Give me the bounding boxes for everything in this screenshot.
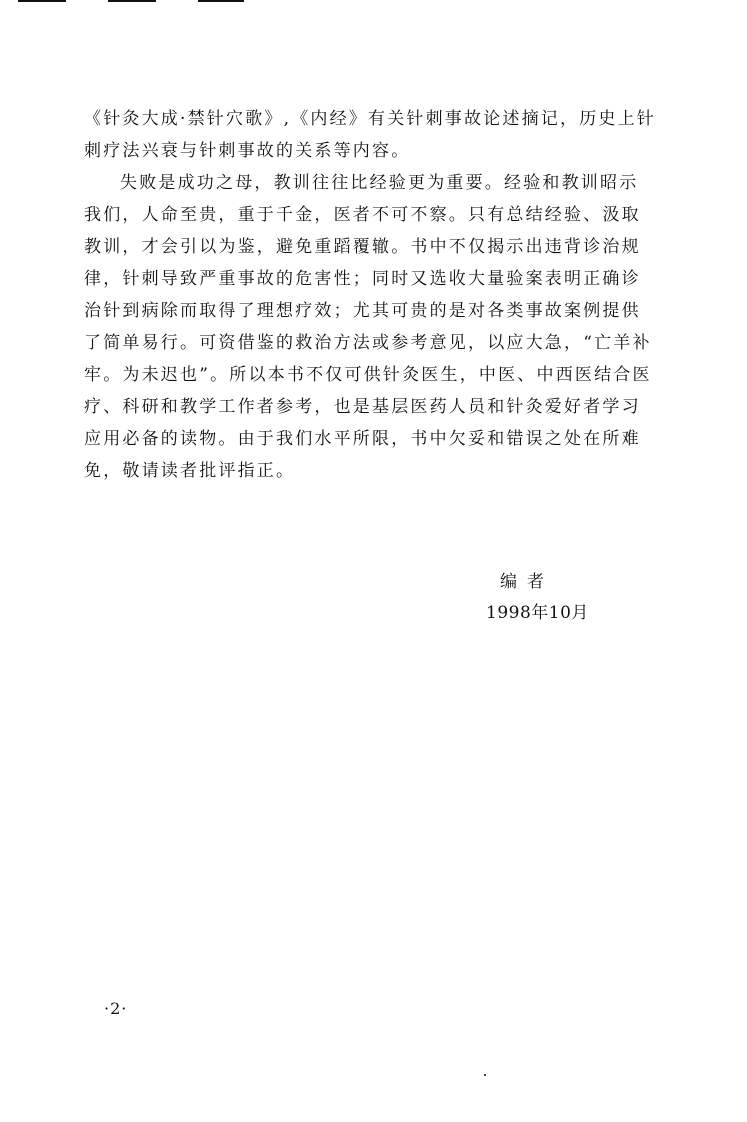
paragraph-2-line: 失败是成功之母，教训往往比经验更为重要。经验和教训昭示 bbox=[120, 173, 639, 193]
top-rule-middle bbox=[108, 0, 156, 2]
paragraph-2 bbox=[84, 167, 670, 487]
paragraph-1-line: 刺疗法兴衰与针刺事故的关系等内容。 bbox=[84, 141, 411, 161]
preface-date: 1998年10月 bbox=[486, 603, 589, 623]
page-number: ·2· bbox=[104, 999, 128, 1018]
paragraph-2-line: 疗、科研和教学工作者参考，也是基层医药人员和针灸爱好者学习 bbox=[84, 397, 641, 417]
scan-speck bbox=[484, 1074, 486, 1076]
paragraph-2-line: 应用必备的读物。由于我们水平所限，书中欠妥和错误之处在所难 bbox=[84, 429, 641, 449]
top-rule-left bbox=[18, 0, 66, 2]
paragraph-2-line: 了简单易行。可资借鉴的救治方法或参考意见，以应大急，“亡羊补 bbox=[84, 333, 652, 353]
paragraph-2-line: 免，敬请读者批评指正。 bbox=[84, 461, 296, 481]
paragraph-2-line: 律，针刺导致严重事故的危害性；同时又选收大量验案表明正确诊 bbox=[84, 269, 641, 289]
paragraph-1-line: 《针灸大成·禁针穴歌》,《内经》有关针刺事故论述摘记，历史上针 bbox=[84, 109, 657, 129]
author-signature: 编者 bbox=[500, 572, 554, 592]
paragraph-2-line: 教训，才会引以为鉴，避免重蹈覆辙。书中不仅揭示出违背诊治规 bbox=[84, 237, 641, 257]
paragraph-2-line: 我们，人命至贵，重于千金，医者不可不察。只有总结经验、汲取 bbox=[84, 205, 641, 225]
paragraph-2-line: 牢。为未迟也”。所以本书不仅可供针灸医生，中医、中西医结合医 bbox=[84, 365, 652, 385]
paragraph-2-line: 治针到病除而取得了理想疗效；尤其可贵的是对各类事故案例提供 bbox=[84, 301, 641, 321]
top-rule-right bbox=[198, 0, 244, 2]
paragraph-1 bbox=[84, 103, 670, 167]
